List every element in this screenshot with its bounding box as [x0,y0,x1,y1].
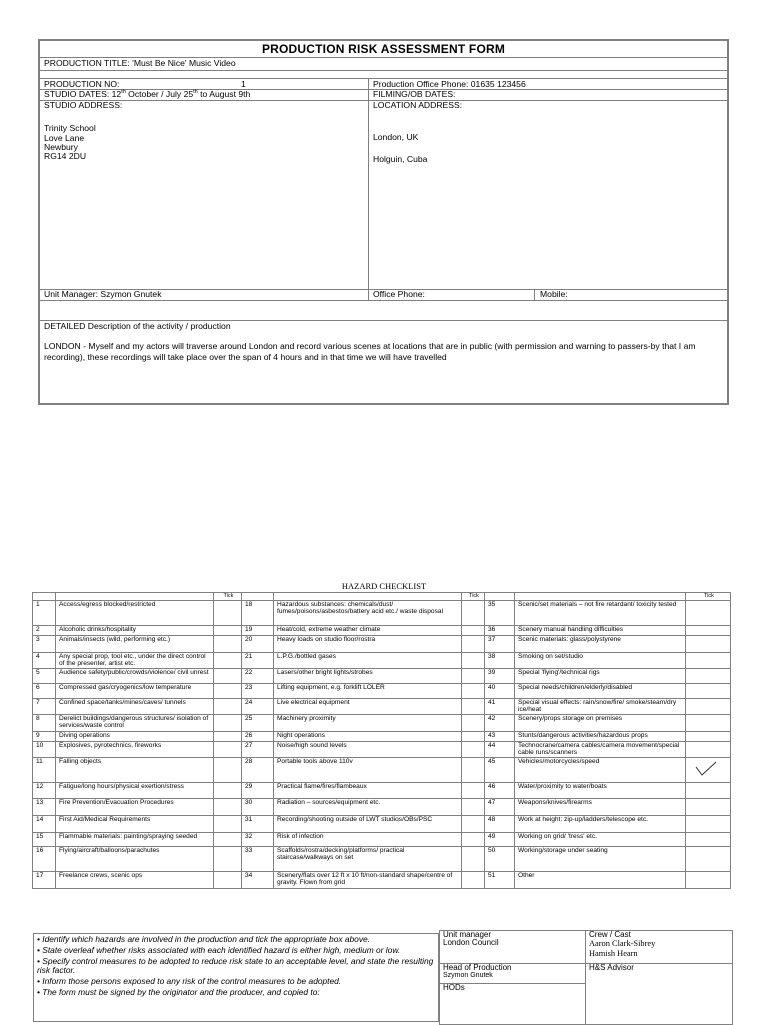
hazard-label: Falling objects [56,757,214,782]
hazard-tick-box[interactable] [686,846,731,871]
hazard-label: Confined space/tanks/mines/caves/ tunnels [56,699,214,715]
hazard-number: 2 [33,626,56,636]
hazard-label: Heavy loads on studio floor/rostra [274,636,462,653]
hazard-number: 11 [33,757,56,782]
hazard-tick-box[interactable] [462,626,485,636]
crew-member-name: Hamish Hearn [589,949,638,958]
unit-manager-sig-label: Unit manager [443,930,492,939]
hazard-row [33,626,731,636]
hazard-label: Explosives, pyrotechnics, fireworks [56,741,214,757]
hazard-number: 20 [242,636,274,653]
hazard-label: Derelict buildings/dangerous structures/ isolation of services/waste control [56,714,214,731]
hazard-tick-box[interactable] [686,731,731,741]
hazard-label: Any special prop, tool etc., under the direct control of the presenter, artist etc. [56,653,214,669]
detail-description[interactable]: LONDON - Myself and my actors will traverse around London and record various scenes at locations that are in public (with permission and warning to passers-by that I am recording), these recordings will take place over the span of 4 hours and in that time we will have travelled [44,341,696,362]
hazard-tick-box[interactable] [462,714,485,731]
hazard-row [33,714,731,731]
header-blank-cell [33,593,56,601]
hazard-tick-box[interactable] [462,741,485,757]
hazard-tick-box[interactable] [214,798,242,815]
head-of-production-signature-cell[interactable] [440,964,586,984]
hs-advisor-signature-cell[interactable] [586,964,733,1025]
hazard-number: 50 [485,846,515,871]
hazard-tick-box[interactable] [214,731,242,741]
hazard-number: 26 [242,731,274,741]
hazard-checklist-table [32,592,731,889]
hazard-label: Fatigue/long hours/physical exertion/stress [56,782,214,798]
hazard-number: 29 [242,782,274,798]
hazard-row [33,832,731,846]
hazard-label: Other [515,871,686,888]
hazard-tick-box[interactable] [214,601,242,626]
hazard-row [33,636,731,653]
hazard-label: Technocrane/camera cables/camera movement/special cable runs/scanners [515,741,686,757]
hazard-number: 8 [33,714,56,731]
header-blank-cell [485,593,515,601]
hazard-label: Lifting equipment, e.g. forklift LOLER [274,684,462,699]
hazard-label: Flying/aircraft/balloons/parachutes [56,846,214,871]
hazard-label: Work at height: zip-up/ladders/telescope etc. [515,815,686,832]
hazard-number: 9 [33,731,56,741]
hazard-number: 16 [33,846,56,871]
hazard-tick-box[interactable] [462,782,485,798]
hazard-tick-box[interactable] [214,815,242,832]
hazard-number: 30 [242,798,274,815]
hazard-tick-box[interactable] [214,636,242,653]
hazard-number: 13 [33,798,56,815]
hazard-label: Scenery manual handling difficulties [515,626,686,636]
hazard-number: 44 [485,741,515,757]
hazard-label: Stunts/dangerous activities/hazardous props [515,731,686,741]
hazard-tick-box[interactable] [214,741,242,757]
hazard-number: 21 [242,653,274,669]
hazard-tick-box[interactable] [214,871,242,888]
hazard-row [33,731,731,741]
head-of-production-label: Head of Production [443,963,512,972]
hazard-tick-box[interactable] [462,871,485,888]
hazard-label: First Aid/Medical Requirements [56,815,214,832]
hazard-tick-box[interactable] [686,684,731,699]
hazard-row [33,699,731,715]
hazard-row [33,757,731,782]
studio-address-line[interactable]: RG14 2DU [44,151,87,161]
hazard-tick-box[interactable] [462,846,485,871]
head-of-production-value: Szymon Gnutek [443,972,493,980]
hazard-number: 37 [485,636,515,653]
tick-column-header: Tick [686,593,731,601]
hazard-tick-box[interactable] [214,782,242,798]
studio-address-label: STUDIO ADDRESS: [44,100,123,110]
hazard-label: Special 'flying'/technical rigs [515,669,686,684]
hazard-tick-box[interactable] [686,815,731,832]
hazard-row [33,601,731,626]
hazard-number: 35 [485,601,515,626]
hazard-number: 36 [485,626,515,636]
hs-advisor-label: H&S Advisor [589,963,634,972]
hods-signature-cell[interactable] [440,984,586,1025]
hazard-number: 46 [485,782,515,798]
hazard-number: 28 [242,757,274,782]
hazard-label: Scenery/props storage on premises [515,714,686,731]
hazard-label: Working/storage under seating [515,846,686,871]
studio-address-line[interactable]: Newbury [44,142,78,152]
hazard-number: 31 [242,815,274,832]
hazard-label: Flammable materials: painting/spraying seeded [56,832,214,846]
hazard-label: Working on grid/ 'tress' etc. [515,832,686,846]
hazard-label: Alcoholic drinks/hospitality [56,626,214,636]
header-blank-cell [515,593,686,601]
hazard-row [33,653,731,669]
hazard-tick-box[interactable] [686,626,731,636]
hazard-tick-box[interactable] [686,798,731,815]
hazard-label: Scaffolds/rostra/decking/platforms/ practical staircase/walkways on set [274,846,462,871]
hazard-tick-box[interactable] [462,798,485,815]
hazard-tick-box[interactable] [686,757,731,782]
hazard-tick-box[interactable] [214,684,242,699]
tick-column-header: Tick [462,593,485,601]
hazard-number: 1 [33,601,56,626]
hazard-tick-box[interactable] [214,626,242,636]
hazard-number: 45 [485,757,515,782]
hazard-number: 39 [485,669,515,684]
hazard-number: 5 [33,669,56,684]
instruction-item: • State overleaf whether risks associated with each identified hazard is either high, medium or low. [37,945,401,955]
hazard-label: L.P.G./bottled gases [274,653,462,669]
hazard-label: Scenery/flats over 12 ft x 10 ft/non-standard shape/centre of gravity. Flown from grid [274,871,462,888]
studio-address-line[interactable]: Trinity School [44,123,96,133]
hazard-number: 4 [33,653,56,669]
hazard-number: 14 [33,815,56,832]
hazard-label: Portable tools above 110v [274,757,462,782]
header-blank-cell [56,593,214,601]
hazard-number: 47 [485,798,515,815]
hazard-label: Special visual effects: rain/snow/fire/ smoke/steam/dry ice/heat [515,699,686,715]
hazard-label: Water/proximity to water/boats [515,782,686,798]
hazard-number: 6 [33,684,56,699]
hazard-tick-box[interactable] [214,653,242,669]
unit-manager-signature-cell[interactable] [440,931,586,964]
hazard-row [33,741,731,757]
studio-address-line[interactable]: Love Lane [44,133,85,143]
hazard-label: Access/egress blocked/restricted [56,601,214,626]
hazard-number: 7 [33,699,56,715]
crew-member-name: Aaron Clark-Sibrey [589,939,656,949]
hazard-label: Live electrical equipment [274,699,462,715]
unit-manager-field[interactable]: Unit Manager: Szymon Gnutek [44,289,162,299]
hazard-label: Freelance crews, scenic ops [56,871,214,888]
hazard-number: 43 [485,731,515,741]
hazard-label: Weapons/knives/firearms [515,798,686,815]
hazard-label: Scenic materials: glass/polystyrene [515,636,686,653]
hazard-number: 49 [485,832,515,846]
hazard-number: 34 [242,871,274,888]
hazard-row [33,782,731,798]
instruction-item: • Identify which hazards are involved in the production and tick the appropriate box above. [37,934,371,944]
hazard-tick-box[interactable] [462,669,485,684]
hazard-label: Audience safety/public/crowds/violence/ civil unrest [56,669,214,684]
location-address-line[interactable]: Holguin, Cuba [373,154,428,164]
hazard-tick-box[interactable] [462,636,485,653]
hazard-tick-box[interactable] [686,636,731,653]
hazard-number: 48 [485,815,515,832]
hazard-tick-box[interactable] [686,653,731,669]
hazard-number: 15 [33,832,56,846]
hazard-tick-box[interactable] [214,832,242,846]
instruction-item: • Specify control measures to be adopted to reduce risk state to an acceptable level, and state the resulting risk factor. [37,956,434,976]
mobile-field[interactable]: Mobile: [540,289,568,299]
hazard-label: Diving operations [56,731,214,741]
header-blank-cell [242,593,274,601]
unit-manager-sig-value: London Council [443,938,499,948]
instructions-box [33,933,439,1022]
hazard-label: Risk of infection [274,832,462,846]
hazard-tick-box[interactable] [686,601,731,626]
hazard-label: Animals/insects (wild, performing etc.) [56,636,214,653]
hazard-tick-box[interactable] [462,731,485,741]
hazard-label: Special needs/children/elderly/disabled [515,684,686,699]
production-no-field[interactable]: 1 [241,79,246,89]
hazard-number: 51 [485,871,515,888]
office-phone-2-field[interactable]: Office Phone: [373,289,425,299]
production-title-field[interactable]: PRODUCTION TITLE: 'Must Be Nice' Music Video [44,58,236,68]
tick-column-header: Tick [214,593,242,601]
production-no-label: PRODUCTION NO: [44,79,120,89]
hazard-tick-box[interactable] [462,832,485,846]
hazard-label: Fire Prevention/Evacuation Procedures [56,798,214,815]
header-blank-cell [274,593,462,601]
hazard-number: 38 [485,653,515,669]
hazard-label: Compressed gas/cryogenics/low temperature [56,684,214,699]
hazard-label: Practical flame/fires/flambeaux [274,782,462,798]
hazard-label: Machinery proximity [274,714,462,731]
crew-cast-label: Crew / Cast [589,930,631,939]
hazard-label: Scenic/set materials – not fire retardant/ toxicity tested [515,601,686,626]
hazard-label: Smoking on set/studio [515,653,686,669]
hazard-row [33,798,731,815]
hazard-tick-box[interactable] [686,871,731,888]
hazard-checklist-title: HAZARD CHECKLIST [341,581,427,591]
hazard-tick-box[interactable] [462,684,485,699]
hazard-tick-box[interactable] [686,669,731,684]
hazard-tick-box[interactable] [686,832,731,846]
hazard-number: 33 [242,846,274,871]
detail-heading: DETAILED Description of the activity / production [44,321,231,331]
risk-assessment-form [38,39,729,405]
hazard-tick-box[interactable] [462,653,485,669]
hazard-row [33,669,731,684]
hazard-number: 22 [242,669,274,684]
hazard-number: 27 [242,741,274,757]
hazard-label: Vehicles/motorcycles/speed [515,757,686,782]
hazard-label: Hazardous substances: chemicals/dust/ fumes/poisons/asbestos/battery acid etc./ waste disposal [274,601,462,626]
hazard-tick-box[interactable] [214,699,242,715]
hazard-tick-box[interactable] [214,714,242,731]
hazard-tick-box[interactable] [686,714,731,731]
hazard-label: Lasers/other bright lights/strobes [274,669,462,684]
hazard-number: 18 [242,601,274,626]
instruction-item: • Inform those persons exposed to any risk of the control measures to be adopted. [37,976,342,987]
hazard-number: 23 [242,684,274,699]
hazard-row [33,846,731,871]
crew-cast-signature-cell[interactable] [586,931,733,964]
hazard-label: Heat/cold, extreme weather climate [274,626,462,636]
hazard-number: 10 [33,741,56,757]
hazard-tick-box[interactable] [214,846,242,871]
hazard-tick-box[interactable] [214,757,242,782]
hazard-number: 25 [242,714,274,731]
hazard-number: 42 [485,714,515,731]
form-title: PRODUCTION RISK ASSESSMENT FORM [261,42,506,56]
hazard-tick-box[interactable] [462,699,485,715]
hazard-row [33,871,731,888]
hazard-row [33,684,731,699]
hazard-label: Recording/shooting outside of LWT studios/OBs/PSC [274,815,462,832]
office-phone-field[interactable]: Production Office Phone: 01635 123456 [373,79,526,89]
studio-dates-field[interactable]: STUDIO DATES: 12th October / July 25th to August 9th [44,89,251,99]
check-mark-icon [694,761,718,777]
location-address-line[interactable]: London, UK [373,132,419,142]
hazard-number: 41 [485,699,515,715]
hazard-label: Noise/high sound levels [274,741,462,757]
hods-label: HODs [443,983,465,992]
hazard-tick-box[interactable] [686,782,731,798]
hazard-row [33,815,731,832]
hazard-number: 32 [242,832,274,846]
hazard-number: 40 [485,684,515,699]
hazard-number: 12 [33,782,56,798]
hazard-tick-box[interactable] [462,601,485,626]
hazard-tick-box[interactable] [214,669,242,684]
filming-dates-field[interactable]: FILMING/OB DATES: [373,89,456,99]
hazard-number: 3 [33,636,56,653]
hazard-tick-box[interactable] [462,815,485,832]
hazard-label: Night operations [274,731,462,741]
hazard-tick-box[interactable] [686,741,731,757]
hazard-number: 19 [242,626,274,636]
hazard-label: Radiation – sources/equipment etc. [274,798,462,815]
location-address-label: LOCATION ADDRESS: [373,100,463,110]
hazard-tick-box[interactable] [462,757,485,782]
hazard-number: 17 [33,871,56,888]
instruction-item: • The form must be signed by the originator and the producer, and copied to: [37,987,320,998]
hazard-tick-box[interactable] [686,699,731,715]
hazard-number: 24 [242,699,274,715]
signature-table [439,930,733,1025]
